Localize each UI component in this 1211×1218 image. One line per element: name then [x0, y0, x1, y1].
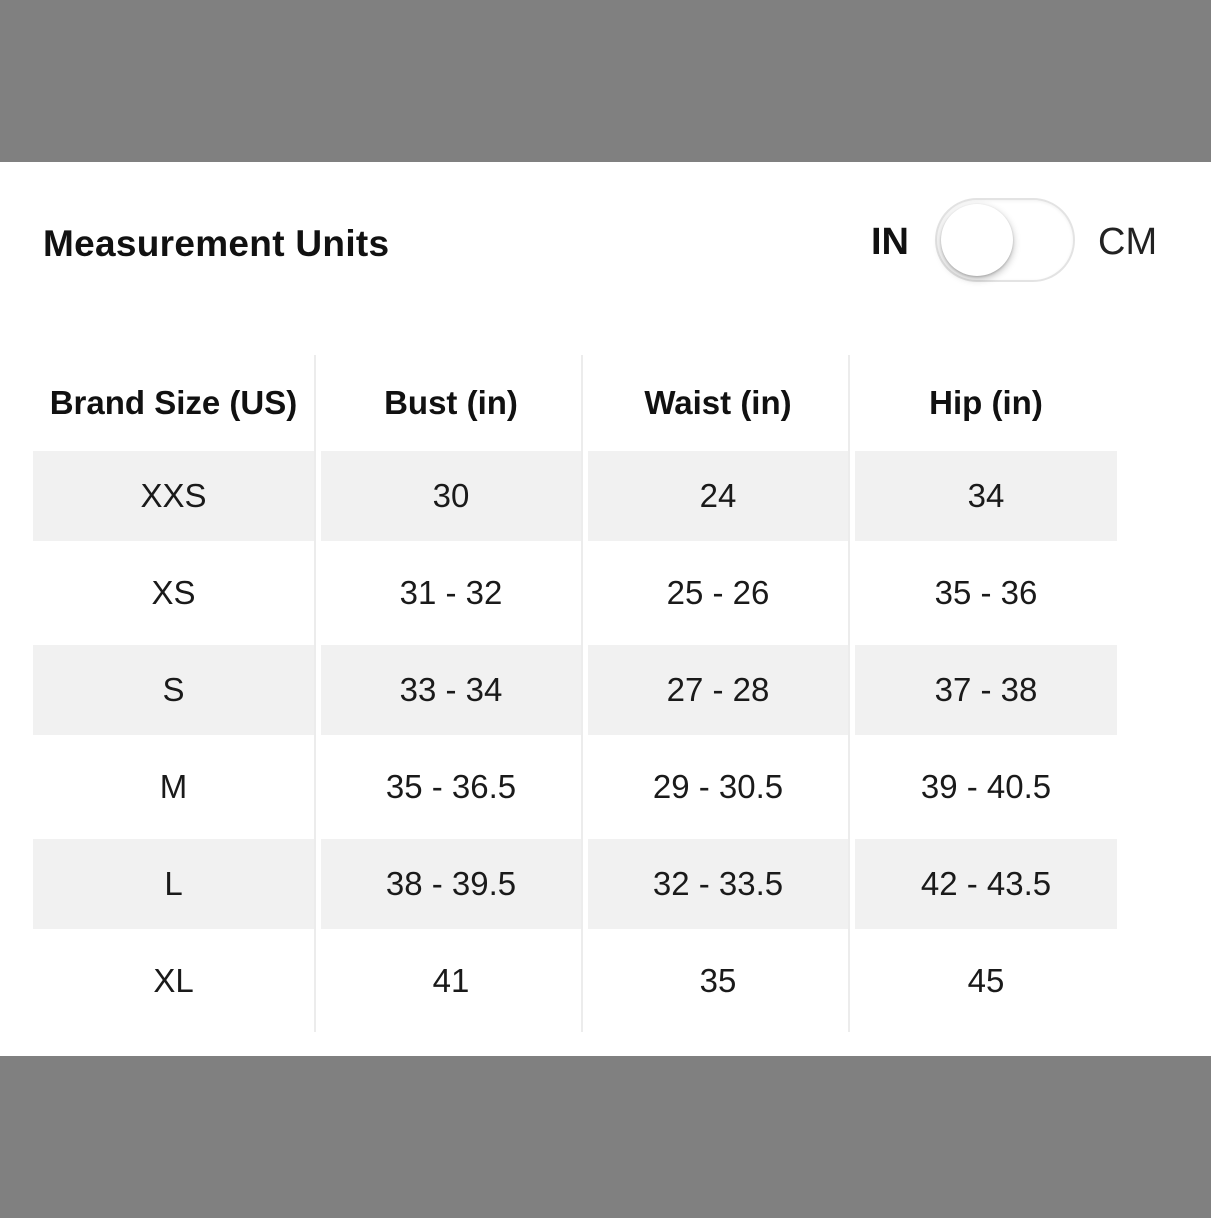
cell-bust: 30	[321, 451, 588, 548]
cell-hip: 39 - 40.5	[855, 742, 1117, 839]
cell-waist: 27 - 28	[588, 645, 855, 742]
cell-size: L	[33, 839, 321, 936]
cell-size: XS	[33, 548, 321, 645]
table-row	[33, 936, 1117, 1033]
cell-bust: 35 - 36.5	[321, 742, 588, 839]
header-brand-size: Brand Size (US)	[33, 355, 321, 451]
unit-toggle-switch[interactable]	[935, 198, 1075, 282]
header-waist: Waist (in)	[588, 355, 855, 451]
cell-waist: 35	[588, 936, 855, 1033]
table-header-row	[33, 355, 1117, 451]
header-hip: Hip (in)	[929, 384, 1043, 421]
toggle-knob[interactable]	[941, 204, 1013, 276]
column-divider	[581, 355, 583, 1032]
size-chart-table	[33, 355, 1117, 1033]
cell-hip: 37 - 38	[855, 645, 1117, 742]
cell-hip: 35 - 36	[855, 548, 1117, 645]
table-row	[33, 451, 1117, 548]
cell-size: XL	[33, 936, 321, 1033]
measurement-units-title: Measurement Units	[43, 223, 390, 264]
cell-hip: 42 - 43.5	[855, 839, 1117, 936]
column-divider	[314, 355, 316, 1032]
table-row	[33, 839, 1117, 936]
cell-bust: 33 - 34	[321, 645, 588, 742]
cell-waist: 32 - 33.5	[588, 839, 855, 936]
cell-size: M	[33, 742, 321, 839]
cell-size: S	[33, 645, 321, 742]
cell-size: XXS	[33, 451, 321, 548]
unit-option-cm[interactable]: CM	[1098, 221, 1158, 263]
cell-waist: 29 - 30.5	[588, 742, 855, 839]
cell-hip: 45	[855, 936, 1117, 1033]
cell-waist: 25 - 26	[588, 548, 855, 645]
cell-bust: 31 - 32	[321, 548, 588, 645]
cell-bust: 38 - 39.5	[321, 839, 588, 936]
table-row	[33, 645, 1117, 742]
cell-hip: 34	[855, 451, 1117, 548]
cell-waist: 24	[588, 451, 855, 548]
cell-bust: 41	[321, 936, 588, 1033]
table-row	[33, 548, 1117, 645]
header-bust: Bust (in)	[321, 355, 588, 451]
column-divider	[848, 355, 850, 1032]
unit-option-in[interactable]: IN	[871, 221, 909, 263]
table-row	[33, 742, 1117, 839]
